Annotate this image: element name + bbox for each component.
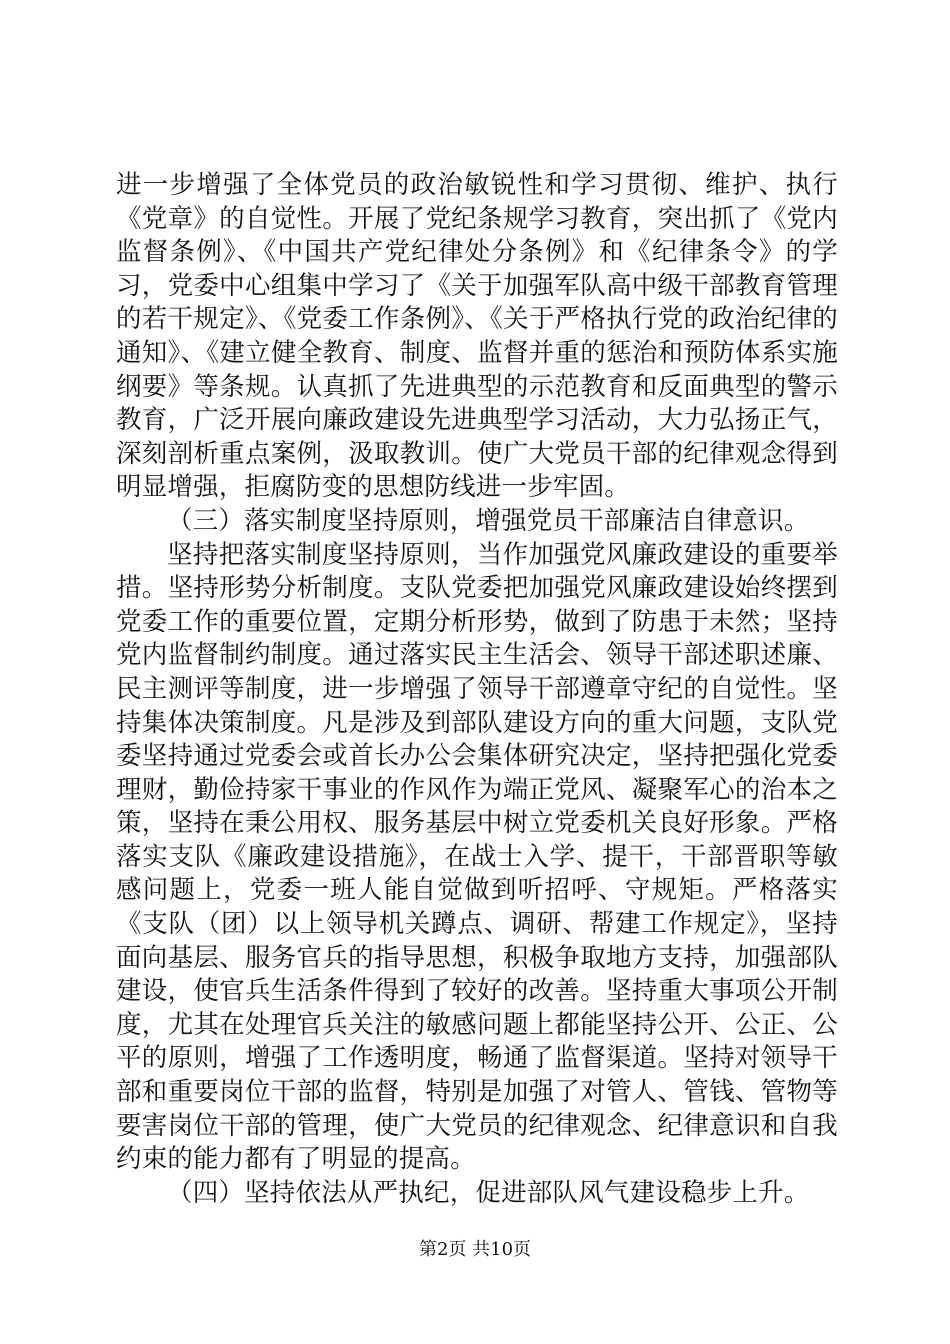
page-number-footer: 第2页 共10页 bbox=[418, 1239, 532, 1260]
paragraph-continued: 进一步增强了全体党员的政治敏锐性和学习贯彻、维护、执行《党章》的自觉性。开展了党纪条规学习教育，突出抓了《党内监督条例》、《中国共产党纪律处分条例》和《纪律条令》的学习，党委中心组集中学习了《关于加强军队高中级干部教育管理的若干规定》、《党委工作条例》、《关于严格执行党的政治纪律的通知》、《建立健全教育、制度、监督并重的惩治和预防体系实施纲要》等条规。认真抓了先进典型的示范教育和反面典型的警示教育，广泛开展向廉政建设先进典型学习活动，大力弘扬正气，深刻剖析重点案例，汲取教训。使广大党员干部的纪律观念得到明显增强，拒腐防变的思想防线进一步牢固。 bbox=[116, 170, 838, 503]
section-heading-3: （三）落实制度坚持原则，增强党员干部廉洁自律意识。 bbox=[167, 505, 810, 536]
document-body bbox=[116, 169, 838, 1210]
paragraph-section-3: 坚持把落实制度坚持原则，当作加强党风廉政建设的重要举措。坚持形势分析制度。支队党委把加强党风廉政建设始终摆到党委工作的重要位置，定期分析形势，做到了防患于未然；坚持党内监督制约制度。通过落实民主生活会、领导干部述职述廉、民主测评等制度，进一步增强了领导干部遵章守纪的自觉性。坚持集体决策制度。凡是涉及到部队建设方向的重大问题，支队党委坚持通过党委会或首长办公会集体研究决定，坚持把强化党委理财，勤俭持家干事业的作风作为端正党风、凝聚军心的治本之策，坚持在秉公用权、服务基层中树立党委机关良好形象。严格落实支队《廉政建设措施》，在战士入学、提干，干部晋职等敏感问题上，党委一班人能自觉做到听招呼、守规矩。严格落实《支队（团）以上领导机关蹲点、调研、帮建工作规定》，坚持面向基层、服务官兵的指导思想，积极争取地方支持，加强部队建设，使官兵生活条件得到了较好的改善。坚持重大事项公开制度，尤其在处理官兵关注的敏感问题上都能坚持公开、公正、公平的原则，增强了工作透明度，畅通了监督渠道。坚持对领导干部和重要岗位干部的监督，特别是加强了对管人、管钱、管物等要害岗位干部的管理，使广大党员的纪律观念、纪律意识和自我约束的能力都有了明显的提高。 bbox=[116, 539, 838, 1175]
section-heading-4: （四）坚持依法从严执纪，促进部队风气建设稳步上升。 bbox=[167, 1177, 810, 1208]
